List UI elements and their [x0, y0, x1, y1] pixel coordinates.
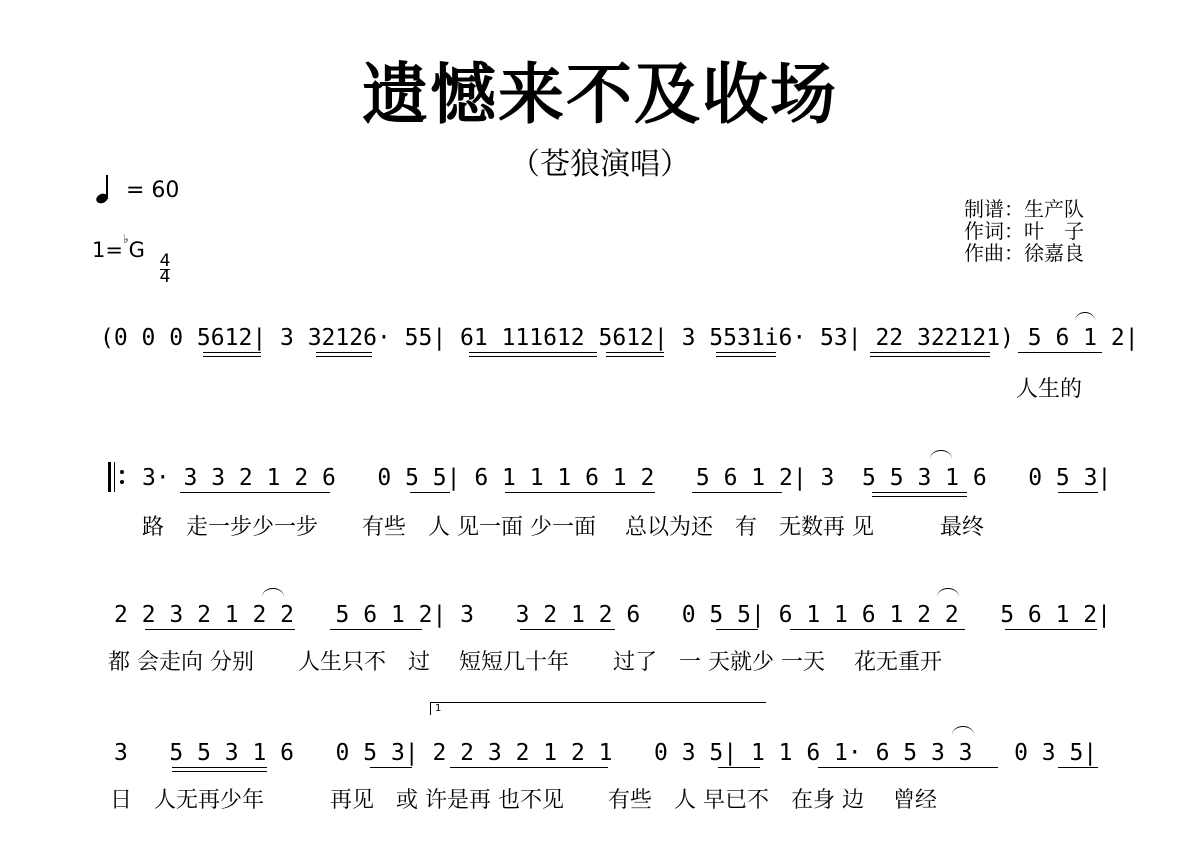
- score-subtitle: （苍狼演唱）: [510, 147, 690, 182]
- beam-line: [716, 352, 776, 353]
- slur-arc: [952, 726, 974, 735]
- staff-row-3-notes: 2 2 3 2 1 2 2 5 6 1 2| 3 3 2 1 2 6 0 5 5| 6 1 1 6 1 2 2 5 6 1 2|: [114, 602, 1111, 628]
- beam-line: [1058, 492, 1098, 493]
- slur-arc: [930, 450, 952, 459]
- beam-line: [172, 767, 267, 768]
- staff-row-1-notes: (0 0 0 5612| 3 32126· 55| 61 111612 5612| 3 5531i6· 53| 22 322121) 5 6 1 2|: [100, 325, 1139, 351]
- staff-row-4-lyrics: 日 人无再少年 再见 或 许是再 也不见 有些 人 早已不 在身 边 曾经: [110, 788, 937, 813]
- beam-line: [1018, 352, 1102, 353]
- credits: [964, 198, 1084, 264]
- time-signature: [159, 251, 171, 287]
- slur-arc: [1075, 312, 1095, 321]
- beam-line: [520, 629, 615, 630]
- volta-number: 1: [435, 703, 442, 714]
- beam-line: [505, 492, 655, 493]
- repeat-dot: [120, 480, 124, 484]
- beam-line: [203, 352, 261, 353]
- beam-line: [450, 767, 608, 768]
- credit-arranger: 制谱：生产队: [964, 197, 1084, 221]
- beam-line: [1058, 767, 1098, 768]
- staff-row-1-lyrics: 人生的: [1016, 377, 1083, 402]
- flat-icon: ♭: [122, 232, 129, 246]
- staff-row-3-lyrics: 都 会走向 分别 人生只不 过 短短几十年 过了 一 天就少 一天 花无重开: [108, 650, 942, 675]
- beam-line: [145, 629, 295, 630]
- beam-line: [718, 767, 760, 768]
- slur-arc: [262, 588, 284, 597]
- tempo-marking: [96, 175, 179, 203]
- beam-line: [180, 492, 330, 493]
- beam-line: [716, 629, 758, 630]
- key-note: G: [128, 238, 145, 262]
- staff-row-2-lyrics: 路 走一步少一步 有些 人 见一面 少一面 总以为还 有 无数再 见 最终: [142, 515, 984, 540]
- beam-line: [790, 629, 965, 630]
- beam-line: [370, 767, 412, 768]
- beam-line: [469, 356, 597, 357]
- beam-line: [469, 352, 597, 353]
- credit-composer: 作曲：徐嘉良: [964, 241, 1084, 265]
- beam-line: [606, 356, 664, 357]
- beam-line: [172, 771, 267, 772]
- tempo-value: = 60: [126, 178, 180, 203]
- beam-line: [410, 492, 450, 493]
- credit-lyricist: 作词：叶 子: [964, 219, 1084, 243]
- beam-line: [606, 352, 664, 353]
- key-signature: [92, 232, 171, 287]
- time-denominator: 4: [159, 267, 171, 287]
- beam-line: [330, 629, 422, 630]
- beam-line: [316, 356, 372, 357]
- beam-line: [818, 767, 998, 768]
- staff-row-2-notes: 3· 3 3 2 1 2 6 0 5 5| 6 1 1 1 6 1 2 5 6 1 2| 3 5 5 3 1 6 0 5 3|: [142, 465, 1112, 491]
- repeat-start-thin-line: [114, 462, 115, 492]
- beam-line: [1005, 629, 1097, 630]
- time-numerator: 4: [159, 251, 171, 271]
- volta-bracket: [430, 702, 766, 715]
- key-prefix: 1=: [92, 238, 123, 262]
- repeat-start-barline: [108, 462, 111, 492]
- beam-line: [203, 356, 261, 357]
- beam-line: [870, 356, 990, 357]
- beam-line: [716, 356, 776, 357]
- quarter-note-icon: [96, 175, 112, 203]
- beam-line: [872, 496, 967, 497]
- repeat-dot: [120, 470, 124, 474]
- staff-row-4-notes: 3 5 5 3 1 6 0 5 3| 2 2 3 2 1 2 1 0 3 5| 1 1 6 1· 6 5 3 3 0 3 5|: [114, 740, 1098, 766]
- beam-line: [872, 492, 967, 493]
- slur-arc: [937, 588, 959, 597]
- score-title: 遗憾来不及收场: [362, 56, 838, 133]
- beam-line: [316, 352, 372, 353]
- beam-line: [870, 352, 990, 353]
- beam-line: [692, 492, 782, 493]
